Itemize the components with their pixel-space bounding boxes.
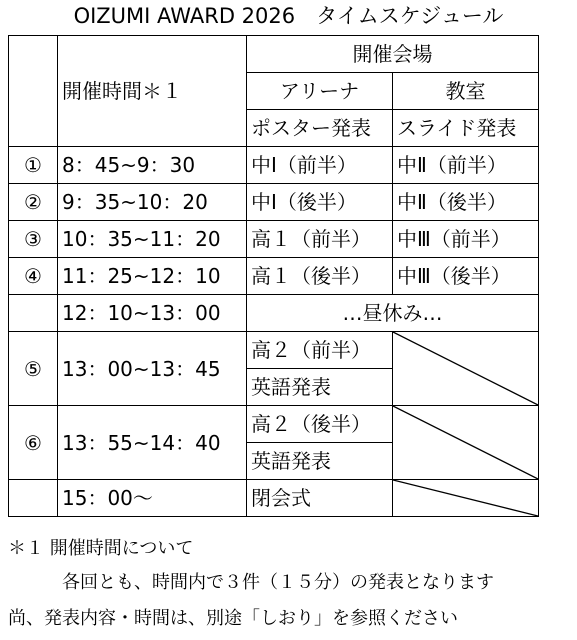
table-row bbox=[9, 184, 539, 221]
closing-time: 15：00～ bbox=[58, 480, 247, 517]
header-poster-cell: ポスター発表 bbox=[247, 110, 393, 147]
arena-cell: 高２（前半） bbox=[247, 332, 393, 369]
session-number: ⑥ bbox=[9, 406, 58, 480]
lunch-time: 12：10~13：00 bbox=[58, 295, 247, 332]
session-number: ② bbox=[9, 184, 58, 221]
empty-slash-cell bbox=[393, 480, 539, 517]
arena-cell: 中Ⅰ（前半） bbox=[247, 147, 393, 184]
session-number: ④ bbox=[9, 258, 58, 295]
session-number: ① bbox=[9, 147, 58, 184]
footnote-heading: ＊１ 開催時間について bbox=[8, 538, 194, 559]
diagonal-slash-icon bbox=[393, 406, 538, 479]
table-row bbox=[9, 258, 539, 295]
arena-cell: 英語発表 bbox=[247, 443, 393, 480]
header-number-cell bbox=[9, 36, 58, 147]
header-row-venue bbox=[9, 36, 539, 73]
session-number: ⑤ bbox=[9, 332, 58, 406]
session-time: 11：25~12：10 bbox=[58, 258, 247, 295]
footnote-detail: 各回とも、時間内で３件（１５分）の発表となります bbox=[62, 572, 494, 593]
classroom-cell: 中Ⅱ（前半） bbox=[393, 147, 539, 184]
session-time: 8：45~9：30 bbox=[58, 147, 247, 184]
page-title: OIZUMI AWARD 2026 タイムスケジュール bbox=[73, 4, 504, 28]
session-time: 9：35~10：20 bbox=[58, 184, 247, 221]
session-6-row-top bbox=[9, 406, 539, 443]
closing-number-cell bbox=[9, 480, 58, 517]
diagonal-slash-icon bbox=[393, 332, 538, 405]
lunch-label: …昼休み… bbox=[247, 295, 539, 332]
classroom-cell: 中Ⅲ（後半） bbox=[393, 258, 539, 295]
header-classroom-cell: 教室 bbox=[393, 73, 539, 110]
footnote-note: 尚、発表内容・時間は、別途「しおり」を参照ください bbox=[8, 608, 458, 629]
empty-slash-cell bbox=[393, 332, 539, 406]
session-number: ③ bbox=[9, 221, 58, 258]
header-slide-cell: スライド発表 bbox=[393, 110, 539, 147]
session-time: 10：35~11：20 bbox=[58, 221, 247, 258]
arena-cell: 高２（後半） bbox=[247, 406, 393, 443]
lunch-row bbox=[9, 295, 539, 332]
table-row bbox=[9, 221, 539, 258]
session-time: 13：00~13：45 bbox=[58, 332, 247, 406]
header-venue-cell: 開催会場 bbox=[247, 36, 539, 73]
closing-label: 閉会式 bbox=[247, 480, 393, 517]
classroom-cell: 中Ⅲ（前半） bbox=[393, 221, 539, 258]
header-arena-cell: アリーナ bbox=[247, 73, 393, 110]
header-time-cell: 開催時間＊１ bbox=[58, 36, 247, 147]
empty-slash-cell bbox=[393, 406, 539, 480]
lunch-number-cell bbox=[9, 295, 58, 332]
arena-cell: 英語発表 bbox=[247, 369, 393, 406]
session-5-row-top bbox=[9, 332, 539, 369]
schedule-table bbox=[8, 35, 539, 517]
arena-cell: 高１（後半） bbox=[247, 258, 393, 295]
classroom-cell: 中Ⅱ（後半） bbox=[393, 184, 539, 221]
arena-cell: 中Ⅰ（後半） bbox=[247, 184, 393, 221]
table-row bbox=[9, 147, 539, 184]
arena-cell: 高１（前半） bbox=[247, 221, 393, 258]
closing-row bbox=[9, 480, 539, 517]
session-time: 13：55~14：40 bbox=[58, 406, 247, 480]
diagonal-slash-icon bbox=[393, 480, 538, 516]
